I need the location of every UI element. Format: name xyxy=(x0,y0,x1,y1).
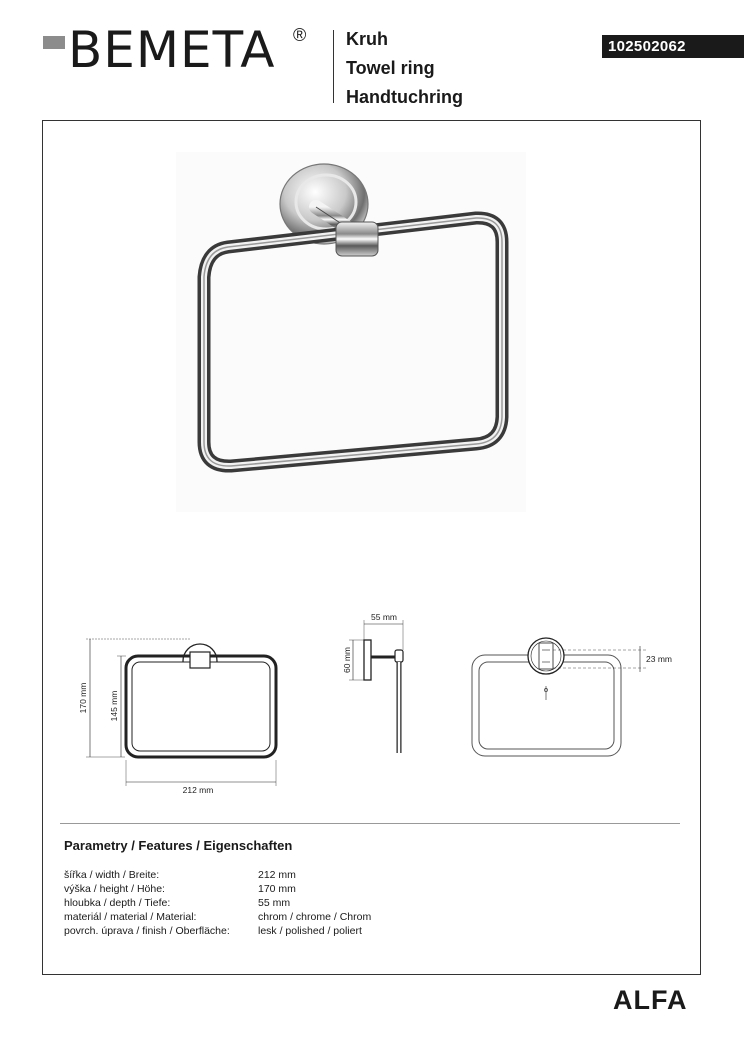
registered-mark: ® xyxy=(293,25,307,45)
spec-label: výška / height / Höhe: xyxy=(64,883,165,895)
spec-value: chrom / chrome / Chrom xyxy=(258,911,372,923)
spec-value: 170 mm xyxy=(258,883,296,895)
spec-label: šířka / width / Breite: xyxy=(64,869,160,881)
features-heading: Parametry / Features / Eigenschaften xyxy=(64,838,293,853)
spec-row-material xyxy=(64,910,371,924)
spec-label: hloubka / depth / Tiefe: xyxy=(64,897,171,909)
spec-label: povrch. úprava / finish / Oberfläche: xyxy=(64,925,230,937)
title-english: Towel ring xyxy=(346,58,435,78)
dim-height-total: 170 mm xyxy=(78,682,88,714)
dim-width: 212 mm xyxy=(182,785,214,795)
dim-mount-offset: 23 mm xyxy=(646,654,672,664)
brand-logo: BEMETA xyxy=(68,21,276,79)
title-czech: Kruh xyxy=(346,29,388,49)
dim-depth: 55 mm xyxy=(371,612,397,622)
product-code-badge: 102502062 xyxy=(602,35,744,58)
dim-height-inner: 145 mm xyxy=(109,690,119,722)
features-divider xyxy=(60,823,680,824)
title-german: Handtuchring xyxy=(346,87,463,107)
dim-rosette: 60 mm xyxy=(342,647,352,673)
header-divider xyxy=(333,30,334,103)
spec-row-depth xyxy=(64,896,290,910)
product-photo xyxy=(176,152,526,512)
spec-row-finish xyxy=(64,924,362,938)
spec-label: materiál / material / Material: xyxy=(64,911,197,923)
logo-square-mark xyxy=(43,36,65,49)
spec-row-width xyxy=(64,868,296,882)
spec-value: 55 mm xyxy=(258,897,291,909)
spec-row-height xyxy=(64,882,296,896)
spec-value: 212 mm xyxy=(258,869,296,881)
spec-value: lesk / polished / poliert xyxy=(258,925,362,937)
series-name: ALFA xyxy=(613,985,688,1015)
